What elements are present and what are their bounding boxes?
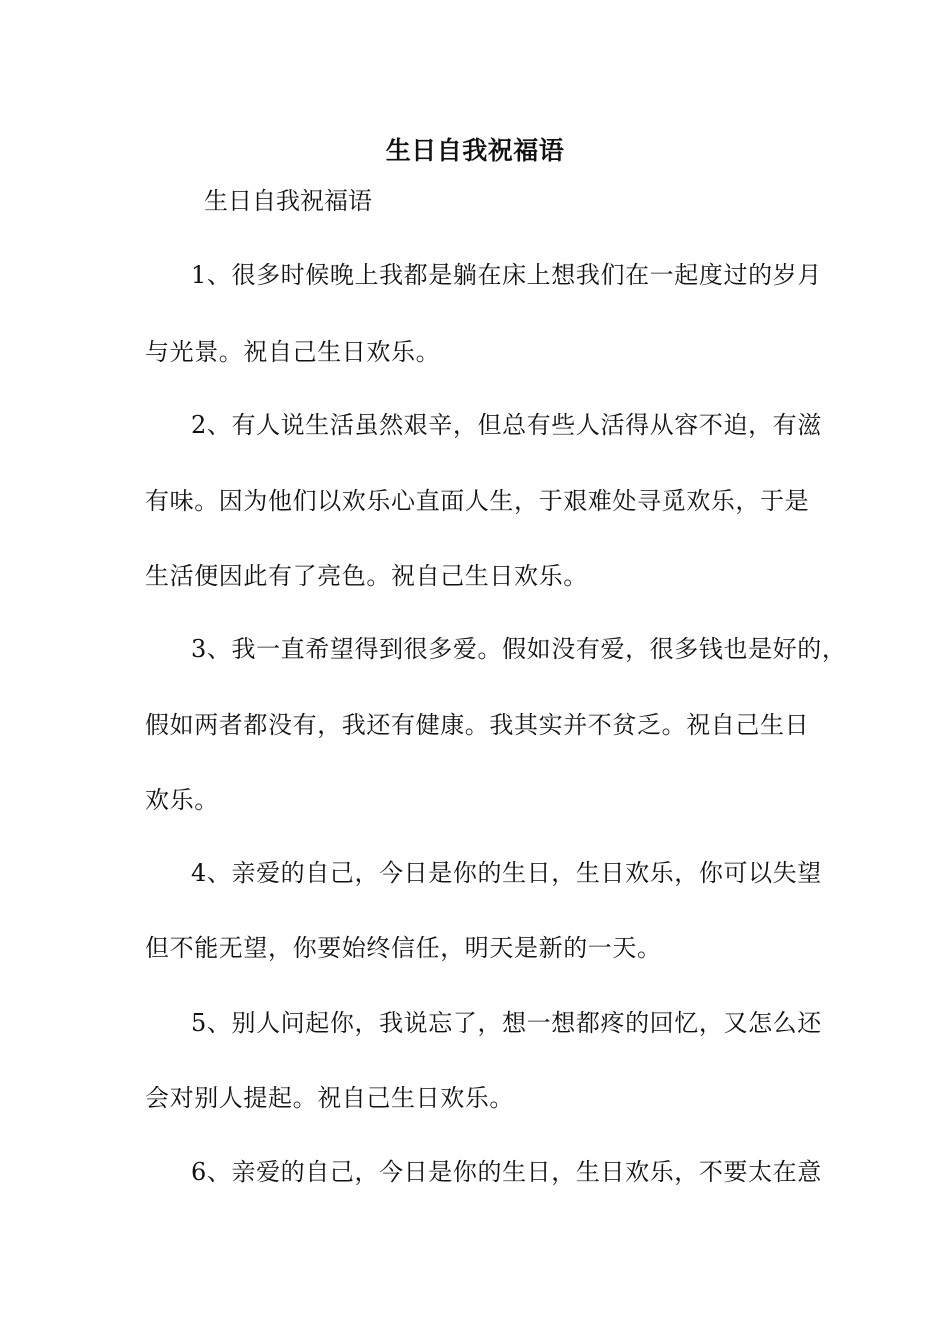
paragraph-2-line-2: 有味。因为他们以欢乐心直面人生，于艰难处寻觅欢乐，于是 [145, 487, 810, 515]
paragraph-3-line-3: 欢乐。 [145, 786, 219, 814]
paragraph-5-line-2: 会对别人提起。祝自己生日欢乐。 [145, 1084, 514, 1112]
document-title: 生日自我祝福语 [385, 136, 565, 165]
document-subtitle: 生日自我祝福语 [204, 187, 372, 215]
paragraph-3-line-2: 假如两者都没有，我还有健康。我其实并不贫乏。祝自己生日 [145, 711, 810, 739]
paragraph-1-line-2: 与光景。祝自己生日欢乐。 [145, 338, 441, 366]
paragraph-4-line-2: 但不能无望，你要始终信任，明天是新的一天。 [145, 934, 662, 962]
paragraph-2-line-3: 生活便因此有了亮色。祝自己生日欢乐。 [145, 562, 588, 590]
paragraph-6-line-1: 6、亲爱的自己，今日是你的生日，生日欢乐，不要太在意 [191, 1158, 822, 1186]
paragraph-4-line-1: 4、亲爱的自己，今日是你的生日，生日欢乐，你可以失望 [191, 859, 822, 887]
paragraph-1-line-1: 1、很多时候晚上我都是躺在床上想我们在一起度过的岁月 [191, 261, 822, 289]
paragraph-3-line-1: 3、我一直希望得到很多爱。假如没有爱，很多钱也是好的， [191, 635, 847, 663]
paragraph-2-line-1: 2、有人说生活虽然艰辛，但总有些人活得从容不迫，有滋 [191, 411, 822, 439]
paragraph-5-line-1: 5、别人问起你，我说忘了，想一想都疼的回忆，又怎么还 [191, 1009, 822, 1037]
